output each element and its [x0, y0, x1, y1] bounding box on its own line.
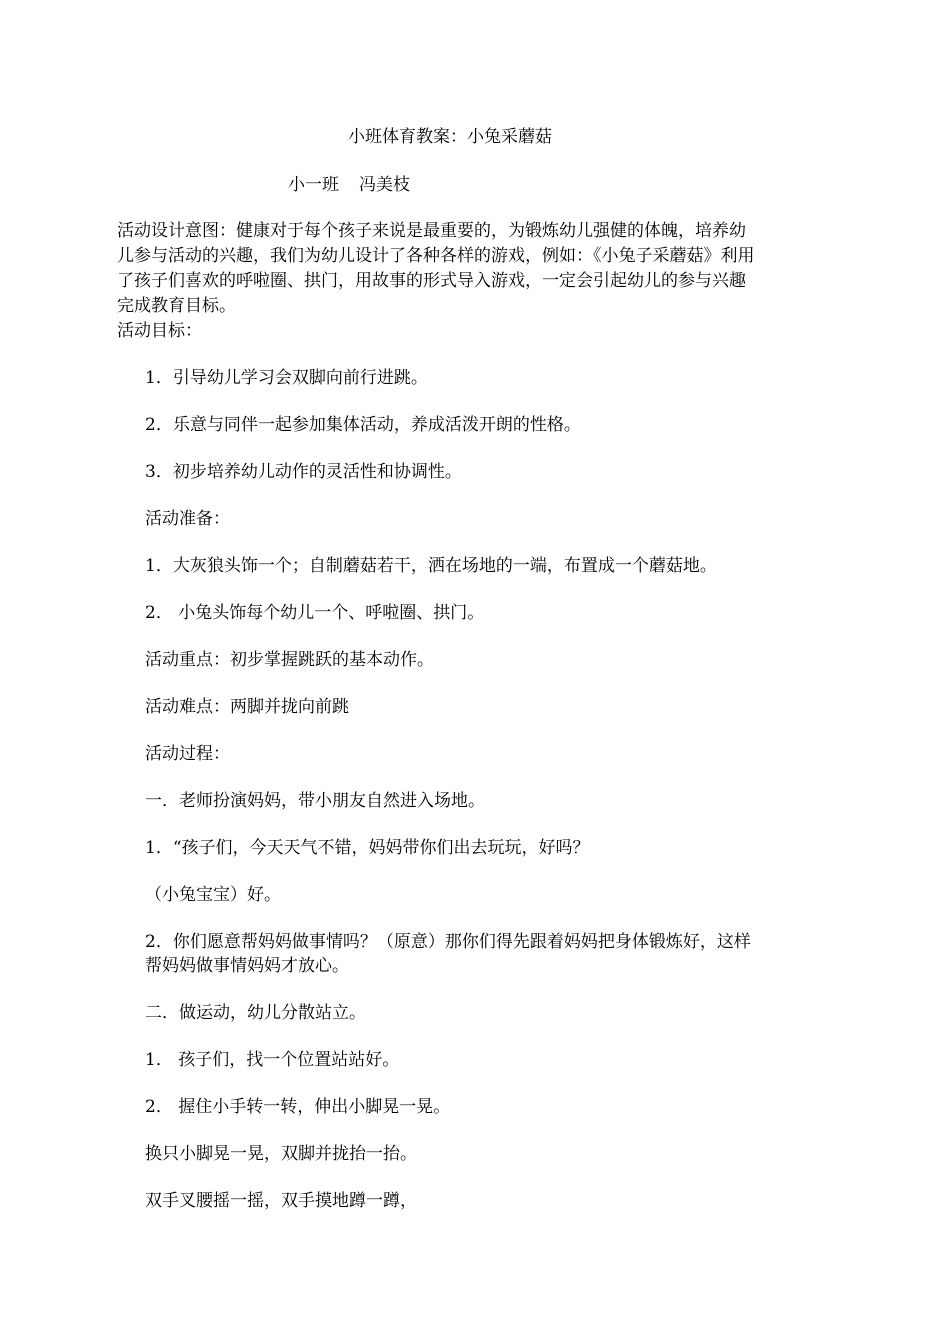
difficulty: 活动难点：两脚并拢向前跳	[145, 697, 349, 717]
goal-item: 1．引导幼儿学习会双脚向前行进跳。	[145, 368, 428, 388]
class-name: 小一班	[288, 175, 339, 195]
process-item: 1．“孩子们，今天天气不错，妈妈带你们出去玩玩，好吗？	[145, 838, 590, 858]
intro-line: 活动设计意图：健康对于每个孩子来说是最重要的，为锻炼幼儿强健的体魄，培养幼	[117, 221, 746, 241]
intro-line: 儿参与活动的兴趣，我们为幼儿设计了各种各样的游戏，例如：《小兔子采蘑菇》利用	[117, 246, 755, 266]
process-item: 1． 孩子们，找一个位置站站好。	[145, 1050, 400, 1070]
author-line	[288, 173, 410, 197]
intro-line: 完成教育目标。	[117, 296, 236, 316]
process-step: 一．老师扮演妈妈，带小朋友自然进入场地。	[145, 791, 485, 811]
goal-item: 2．乐意与同伴一起参加集体活动，养成活泼开朗的性格。	[145, 415, 581, 435]
process-item: 2． 握住小手转一转，伸出小脚晃一晃。	[145, 1097, 451, 1117]
process-reply: （小兔宝宝）好。	[145, 885, 281, 905]
teacher-name: 冯美枝	[359, 175, 410, 195]
goals-heading: 活动目标：	[117, 321, 202, 341]
process-step: 二．做运动，幼儿分散站立。	[145, 1003, 366, 1023]
document-title: 小班体育教案：小兔采蘑菇	[348, 127, 552, 147]
intro-line: 了孩子们喜欢的呼啦圈、拱门，用故事的形式导入游戏，一定会引起幼儿的参与兴趣	[117, 271, 746, 291]
process-item: 换只小脚晃一晃，双脚并拢抬一抬。	[145, 1144, 417, 1164]
prep-item: 2． 小兔头饰每个幼儿一个、呼啦圈、拱门。	[145, 603, 485, 623]
process-item-line: 帮妈妈做事情妈妈才放心。	[145, 956, 349, 976]
process-item-line: 2．你们愿意帮妈妈做事情吗？（原意）那你们得先跟着妈妈把身体锻炼好，这样	[145, 932, 751, 952]
key-point: 活动重点：初步掌握跳跃的基本动作。	[145, 650, 434, 670]
process-item: 双手叉腰摇一摇，双手摸地蹲一蹲，	[145, 1191, 417, 1211]
prep-item: 1．大灰狼头饰一个；自制蘑菇若干，洒在场地的一端，布置成一个蘑菇地。	[145, 556, 717, 576]
goal-item: 3．初步培养幼儿动作的灵活性和协调性。	[145, 462, 462, 482]
process-item	[145, 930, 815, 978]
prep-heading: 活动准备：	[145, 509, 230, 529]
design-intent-paragraph	[117, 219, 817, 319]
process-heading: 活动过程：	[145, 744, 230, 764]
